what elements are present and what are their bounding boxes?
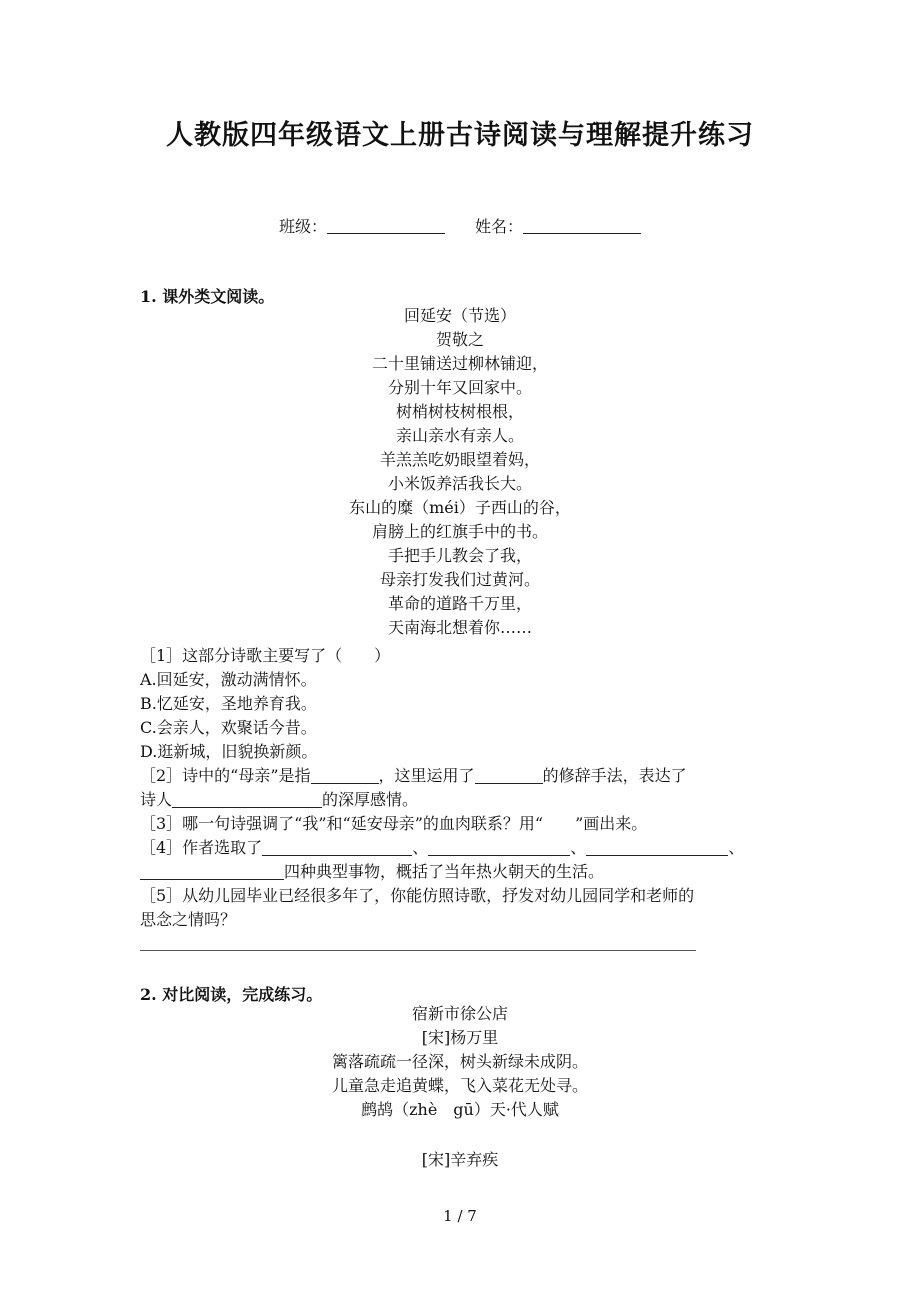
q1-sub3: ［3］哪一句诗强调了“我”和“延安母亲”的血肉联系？用“ ”画出来。	[140, 814, 648, 833]
answer-line[interactable]	[140, 950, 696, 951]
q2-poem1-author: [宋]杨万里	[421, 1028, 499, 1047]
option-d[interactable]: D.逛新城，旧貌换新颜。	[140, 742, 318, 761]
q2-poem1-title: 宿新市徐公店	[411, 1004, 508, 1023]
poem-line: 儿童急走追黄蝶，飞入菜花无处寻。	[331, 1076, 588, 1095]
q1-sub2: ［2］诗中的“母亲”是指 ，这里运用了 的修辞手法，表达了	[140, 766, 687, 785]
q1-sub1: ［1］这部分诗歌主要写了（ ）	[140, 646, 391, 665]
option-c[interactable]: C.会亲人，欢聚话今昔。	[140, 718, 317, 737]
name-label: 姓名：	[475, 217, 524, 236]
answer-blank[interactable]	[475, 768, 543, 784]
poem-line: 羊羔羔吃奶眼望着妈，	[379, 450, 540, 469]
q1-heading: 1. 课外类文阅读。	[140, 287, 275, 306]
poem-line: 肩膀上的红旗手中的书。	[371, 522, 548, 541]
q1-poem-title: 回延安（节选）	[403, 306, 516, 325]
class-label: 班级：	[278, 217, 327, 236]
q2-poem2-title: 鹧鸪（zhè gū）天·代人赋	[361, 1100, 559, 1119]
class-blank[interactable]	[327, 219, 445, 234]
student-info	[0, 214, 920, 237]
poem-line: 篱落疏疏一径深，树头新绿未成阴。	[331, 1052, 588, 1071]
poem-line: 树梢树枝树根根，	[395, 402, 524, 421]
poem-line: 母亲打发我们过黄河。	[379, 570, 540, 589]
q2-heading: 2. 对比阅读，完成练习。	[140, 985, 323, 1004]
q1-sub5: ［5］从幼儿园毕业已经很多年了，你能仿照诗歌，抒发对幼儿园同学和老师的	[140, 886, 695, 905]
q1-sub4-cont: 四种典型事物，概括了当年热火朝天的生活。	[140, 859, 604, 882]
option-a[interactable]: A.回延安，激动满情怀。	[140, 670, 317, 689]
q1-sub5-cont: 思念之情吗？	[140, 910, 237, 929]
name-blank[interactable]	[523, 219, 641, 234]
answer-blank[interactable]	[428, 840, 570, 856]
answer-blank[interactable]	[586, 840, 728, 856]
poem-line: 二十里铺送过柳林铺迎，	[371, 354, 548, 373]
page-number: 1 / 7	[443, 1207, 477, 1225]
answer-blank[interactable]	[311, 768, 379, 784]
poem-line: 天南海北想着你……	[387, 618, 532, 637]
poem-line: 手把手儿教会了我，	[387, 546, 532, 565]
poem-line: 亲山亲水有亲人。	[395, 426, 524, 445]
poem-line: 东山的糜（méi）子西山的谷，	[349, 498, 571, 517]
option-b[interactable]: B.忆延安，圣地养育我。	[140, 694, 317, 713]
poem-line: 小米饭养活我长大。	[387, 474, 532, 493]
poem-line: 分别十年又回家中。	[387, 378, 532, 397]
q1-sub4: ［4］作者选取了 、 、 、	[140, 838, 745, 857]
answer-blank[interactable]	[262, 840, 412, 856]
q1-sub2-cont: 诗人 的深厚感情。	[140, 790, 419, 809]
q1-poem-author: 贺敬之	[435, 330, 484, 349]
page-title: 人教版四年级语文上册古诗阅读与理解提升练习	[166, 120, 754, 151]
answer-blank[interactable]	[172, 792, 322, 808]
poem-line: 革命的道路千万里，	[387, 594, 532, 613]
answer-blank[interactable]	[140, 864, 284, 880]
q2-poem2-author: [宋]辛弃疾	[421, 1150, 499, 1169]
